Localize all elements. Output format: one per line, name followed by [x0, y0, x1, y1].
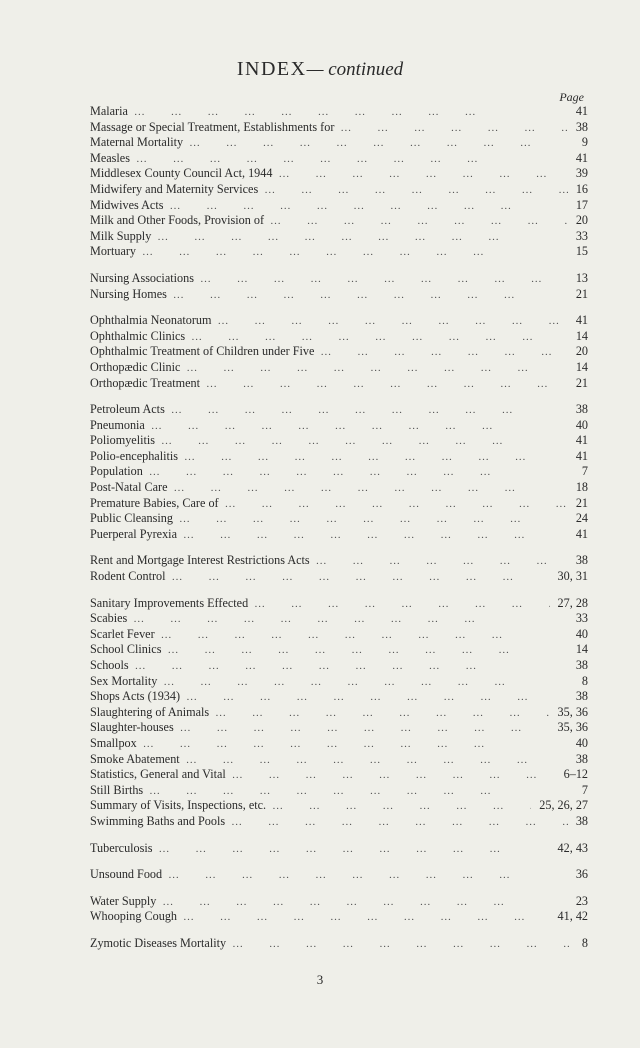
index-entry [90, 271, 588, 287]
index-page-ref: 41 [575, 150, 588, 165]
index-page-ref: 36 [575, 867, 588, 882]
dot-leader [184, 450, 568, 466]
index-entry [90, 496, 588, 512]
index-page-ref: 14 [575, 642, 588, 657]
index-page-ref: 33 [575, 228, 588, 243]
dot-leader [316, 554, 568, 570]
index-entry [90, 611, 588, 627]
index-page-ref: 41 [575, 526, 588, 541]
index-page-ref: 38 [575, 119, 588, 134]
dot-leader [163, 675, 570, 691]
index-page-ref: 33 [575, 611, 588, 626]
dot-leader [231, 815, 568, 831]
index-page-ref: 21 [575, 375, 588, 390]
index-page-ref: 21 [575, 286, 588, 301]
index-entry [90, 752, 588, 768]
dot-leader [206, 377, 568, 393]
index-page-ref: 9 [581, 135, 588, 150]
index-page-ref: 21 [575, 495, 588, 510]
index-term: Public Cleansing [90, 511, 173, 526]
index-term: Midwifery and Maternity Services [90, 181, 259, 196]
index-page-ref: 14 [575, 328, 588, 343]
dot-leader [264, 183, 568, 199]
dot-leader [172, 570, 550, 586]
index-entry [90, 736, 588, 752]
index-entry [90, 433, 588, 449]
index-page-ref: 8 [581, 935, 588, 950]
dot-leader [225, 497, 568, 513]
index-term: Midwives Acts [90, 197, 164, 212]
index-term: Sex Mortality [90, 673, 158, 688]
index-term: Summary of Visits, Inspections, etc. [90, 798, 267, 813]
dot-leader [143, 737, 568, 753]
index-entry [90, 527, 588, 543]
dot-leader [272, 799, 531, 815]
index-group [90, 271, 588, 302]
index-entry [90, 627, 588, 643]
index-page-ref: 14 [575, 359, 588, 374]
page-column-label: Page [559, 90, 584, 104]
index-term: Petroleum Acts [90, 402, 165, 417]
dot-leader [179, 512, 568, 528]
dot-leader [173, 288, 568, 304]
index-entry [90, 841, 588, 857]
index-page-ref: 35, 36 [557, 704, 588, 719]
index-term: Still Births [90, 782, 144, 797]
index-term: Poliomyelitis [90, 433, 156, 448]
dot-leader [186, 753, 568, 769]
dot-leader [136, 152, 568, 168]
index-page-ref: 30, 31 [557, 569, 588, 584]
index-page-ref: 35, 36 [557, 720, 588, 735]
index-page-ref: 38 [575, 689, 588, 704]
index-entry [90, 198, 588, 214]
index-page-ref: 40 [575, 417, 588, 432]
index-page-ref: 17 [575, 197, 588, 212]
dot-leader [191, 330, 568, 346]
index-term: Schools [90, 658, 129, 672]
index-term: Shops Acts (1934) [90, 689, 181, 704]
index-entry [90, 705, 588, 721]
index-page-ref: 25, 26, 27 [539, 798, 588, 813]
index-entry [90, 814, 588, 830]
title-main: INDEX [236, 58, 307, 80]
index-group [90, 553, 588, 584]
index-entry [90, 798, 588, 814]
dot-leader [168, 868, 568, 884]
dot-leader [232, 937, 570, 953]
index-entry [90, 596, 588, 612]
index-term: Measles [90, 150, 130, 165]
index-group [90, 596, 588, 830]
index-entry [90, 894, 588, 910]
index-term: Ophthalmia Neonatorum [90, 313, 212, 328]
index-term: Whooping Cough [90, 909, 178, 924]
index-entry [90, 553, 588, 569]
index-group [90, 104, 588, 260]
index-term: Tuberculosis [90, 840, 153, 855]
index-entry [90, 104, 588, 120]
index-entry [90, 936, 588, 952]
index-entry [90, 418, 588, 434]
index-page-ref: 41, 42 [557, 909, 588, 924]
index-page-ref: 38 [575, 813, 588, 828]
index-group [90, 936, 588, 952]
dot-leader [135, 659, 568, 675]
index-term: Unsound Food [90, 867, 163, 882]
dot-leader [183, 910, 550, 926]
dot-leader [142, 245, 568, 261]
index-page-ref: 24 [575, 511, 588, 526]
index-group [90, 867, 588, 883]
index-term: Polio-encephalitis [90, 448, 179, 463]
dot-leader [254, 597, 549, 613]
index-page-ref: 40 [575, 735, 588, 750]
index-page-ref: 8 [581, 673, 588, 688]
dot-leader [149, 784, 570, 800]
index-term: Massage or Special Treatment, Establishments for [90, 119, 335, 134]
index-term: Sanitary Improvements Effected [90, 595, 249, 610]
dot-leader [171, 403, 568, 419]
index-term: Puerperal Pyrexia [90, 526, 177, 541]
index-entry [90, 511, 588, 527]
dot-leader [134, 105, 568, 121]
index-page-ref: 39 [575, 166, 588, 181]
index-entry [90, 480, 588, 496]
dot-leader [180, 721, 550, 737]
index-entry [90, 720, 588, 736]
index-entry [90, 151, 588, 167]
index-term: Mortuary [90, 244, 137, 259]
index-page-ref: 23 [575, 893, 588, 908]
index-group [90, 402, 588, 542]
index-page-ref: 38 [575, 751, 588, 766]
dot-leader [278, 167, 567, 183]
dot-leader [149, 465, 570, 481]
index-page-ref: 7 [581, 464, 588, 479]
index-entry [90, 658, 588, 674]
index-term: Maternal Mortality [90, 135, 184, 150]
dot-leader [183, 528, 568, 544]
index-entry [90, 909, 588, 925]
dot-leader [200, 272, 568, 288]
index-term: Slaughtering of Animals [90, 704, 210, 719]
index-page-ref: 27, 28 [557, 595, 588, 610]
index-term: Orthopædic Clinic [90, 359, 181, 374]
dot-leader [157, 230, 568, 246]
index-term: Scarlet Fever [90, 626, 155, 641]
index-page-ref: 13 [575, 270, 588, 285]
index-entry [90, 464, 588, 480]
index-list [90, 104, 588, 963]
index-entry [90, 569, 588, 585]
index-entry [90, 360, 588, 376]
index-term: Post-Natal Care [90, 480, 168, 495]
dot-leader [320, 345, 567, 361]
index-entry [90, 182, 588, 198]
index-term: Orthopædic Treatment [90, 375, 201, 390]
dot-leader [186, 361, 567, 377]
dot-leader [167, 643, 567, 659]
index-term: Rent and Mortgage Interest Restrictions Acts [90, 553, 310, 568]
dot-leader [189, 136, 570, 152]
index-page-ref: 6–12 [563, 767, 588, 782]
index-entry [90, 674, 588, 690]
dot-leader [186, 690, 568, 706]
dot-leader [218, 314, 568, 330]
index-term: Smallpox [90, 735, 137, 750]
index-term: Statistics, General and Vital [90, 767, 226, 782]
index-entry [90, 166, 588, 182]
index-term: Zymotic Diseases Mortality [90, 935, 227, 950]
index-page-ref: 16 [575, 181, 588, 196]
index-term: Pneumonia [90, 417, 145, 432]
index-page-ref: 41 [575, 448, 588, 463]
index-page-ref: 38 [575, 658, 588, 672]
title-continued: — continued [306, 59, 404, 80]
index-term: Population [90, 464, 143, 479]
dot-leader [169, 199, 567, 215]
index-term: Slaughter-houses [90, 720, 174, 735]
index-page-ref: 7 [581, 782, 588, 797]
dot-leader [133, 612, 568, 628]
index-term: Swimming Baths and Pools [90, 813, 226, 828]
index-term: School Clinics [90, 642, 162, 657]
index-term: Rodent Control [90, 569, 166, 584]
index-page-ref: 38 [575, 553, 588, 568]
index-entry [90, 120, 588, 136]
index-term: Premature Babies, Care of [90, 495, 219, 510]
index-term: Nursing Associations [90, 270, 194, 285]
index-term: Ophthalmic Clinics [90, 328, 186, 343]
dot-leader [215, 706, 549, 722]
index-entry [90, 244, 588, 260]
page-number: 3 [316, 972, 324, 987]
dot-leader [270, 214, 568, 230]
index-entry [90, 376, 588, 392]
index-term: Middlesex County Council Act, 1944 [90, 166, 273, 181]
index-entry [90, 867, 588, 883]
index-entry [90, 344, 588, 360]
index-entry [90, 213, 588, 229]
index-term: Smoke Abatement [90, 751, 180, 766]
index-term: Water Supply [90, 893, 157, 908]
index-entry [90, 135, 588, 151]
dot-leader [151, 419, 568, 435]
index-entry [90, 783, 588, 799]
index-entry [90, 313, 588, 329]
index-page-ref: 42, 43 [557, 840, 588, 855]
index-term: Scabies [90, 611, 128, 626]
index-group [90, 313, 588, 391]
dot-leader [161, 628, 568, 644]
index-term: Milk Supply [90, 228, 152, 243]
index-entry [90, 642, 588, 658]
index-page-ref: 20 [575, 213, 588, 228]
index-term: Ophthalmic Treatment of Children under Five [90, 344, 315, 359]
page-title [0, 58, 640, 81]
index-group [90, 894, 588, 925]
index-entry [90, 689, 588, 705]
index-entry [90, 329, 588, 345]
index-entry [90, 287, 588, 303]
dot-leader [174, 481, 568, 497]
index-page-ref: 15 [575, 244, 588, 259]
index-page-ref: 41 [575, 104, 588, 118]
index-term: Malaria [90, 104, 128, 118]
index-page-ref: 41 [575, 313, 588, 328]
index-entry [90, 402, 588, 418]
dot-leader [232, 768, 556, 784]
index-page-ref: 20 [575, 344, 588, 359]
index-page-ref: 38 [575, 402, 588, 417]
index-entry [90, 229, 588, 245]
index-term: Milk and Other Foods, Provision of [90, 213, 265, 228]
dot-leader [159, 842, 550, 858]
index-page-ref: 40 [575, 626, 588, 641]
index-group [90, 841, 588, 857]
index-entry [90, 449, 588, 465]
index-entry [90, 767, 588, 783]
dot-leader [162, 895, 567, 911]
dot-leader [340, 121, 567, 137]
index-page-ref: 18 [575, 480, 588, 495]
index-page-ref: 41 [575, 433, 588, 448]
index-term: Nursing Homes [90, 286, 167, 301]
dot-leader [161, 434, 568, 450]
